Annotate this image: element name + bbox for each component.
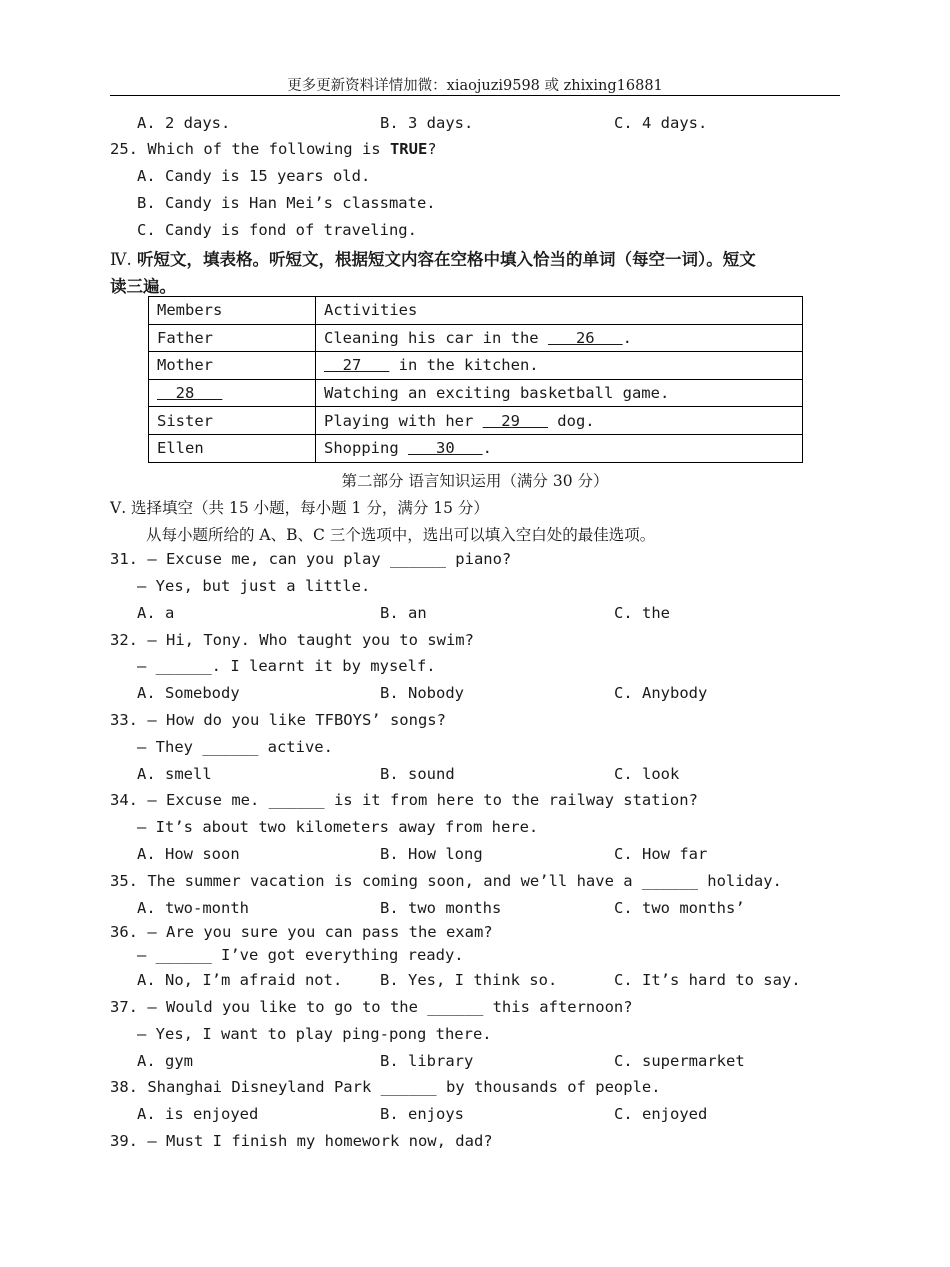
question-reply: — ______. I learnt it by myself. [137,657,436,675]
activity-text: in the kitchen. [389,356,539,375]
option-a: A. Somebody [137,684,240,702]
question-reply: — Yes, I want to play ping-pong there. [137,1025,492,1043]
q25-stem [110,140,437,158]
table-header-members: Members [149,297,316,325]
fill-in-table [148,296,803,463]
activity-cell [316,407,803,435]
q24-option-a: A. 2 days. [137,114,231,132]
q25-option-a: A. Candy is 15 years old. [137,167,371,185]
activity-text: . [622,328,632,347]
answer-blank-28[interactable]: 28 [157,384,223,403]
section5-instruction: 从每小题所给的 A、B、C 三个选项中，选出可以填入空白处的最佳选项。 [146,526,656,544]
question-stem: 33. — How do you like TFBOYS’ songs? [110,711,446,729]
table-row [149,379,803,407]
part2-title: 第二部分 语言知识运用（满分 30 分） [341,472,609,490]
activity-text: Cleaning his car in the [324,328,548,347]
table-row [149,434,803,462]
option-b: B. Nobody [380,684,464,702]
question-stem: 32. — Hi, Tony. Who taught you to swim? [110,631,474,649]
table-header-activities: Activities [316,297,803,325]
option-a: A. gym [137,1052,193,1070]
q25-option-b: B. Candy is Han Mei’s classmate. [137,194,436,212]
answer-blank-27[interactable]: 27 [324,356,390,375]
option-b: B. Yes, I think so. [380,971,558,989]
option-c: C. two months’ [614,899,745,917]
activity-cell [316,324,803,352]
option-b: B. sound [380,765,455,783]
option-a: A. a [137,604,175,622]
section4-prefix: Ⅳ. [110,250,137,269]
table-row [149,407,803,435]
question-stem: 35. The summer vacation is coming soon, and we’ll have a ______ holiday. [110,872,782,890]
option-b: B. library [380,1052,474,1070]
member-cell: Mother [149,352,316,380]
answer-blank-29[interactable]: 29 [482,411,548,430]
option-c: C. Anybody [614,684,708,702]
option-c: C. the [614,604,670,622]
q25-stem-true: TRUE [389,140,428,158]
option-b: B. enjoys [380,1105,464,1123]
question-reply: — Yes, but just a little. [137,577,371,595]
option-a: A. is enjoyed [137,1105,259,1123]
activity-cell [316,352,803,380]
option-c: C. enjoyed [614,1105,708,1123]
question-reply: — ______ I’ve got everything ready. [137,946,464,964]
question-reply: — It’s about two kilometers away from here. [137,818,539,836]
option-b: B. an [380,604,427,622]
option-c: C. How far [614,845,708,863]
activity-cell [316,434,803,462]
question-stem: 36. — Are you sure you can pass the exam? [110,923,493,941]
activity-cell: Watching an exciting basketball game. [316,379,803,407]
option-c: C. look [614,765,680,783]
option-c: C. supermarket [614,1052,745,1070]
q24-option-c: C. 4 days. [614,114,708,132]
question-stem: 31. — Excuse me, can you play ______ piano? [110,550,512,568]
table-row [149,324,803,352]
q24-option-b: B. 3 days. [380,114,474,132]
q25-option-c: C. Candy is fond of traveling. [137,221,417,239]
activity-text: dog. [547,411,595,430]
section5-title: Ⅴ. 选择填空（共 15 小题，每小题 1 分，满分 15 分） [110,499,489,517]
activity-text: Shopping [324,439,408,458]
question-reply: — They ______ active. [137,738,333,756]
option-c: C. It’s hard to say. [614,971,801,989]
member-cell [149,379,316,407]
header-rule [110,95,840,96]
activity-text: . [482,439,492,458]
option-a: A. No, I’m afraid not. [137,971,343,989]
q25-stem-prefix: 25. Which of the following is [110,140,390,158]
option-a: A. How soon [137,845,240,863]
q25-stem-suffix: ? [427,140,437,158]
member-cell: Ellen [149,434,316,462]
answer-blank-26[interactable]: 26 [547,328,623,347]
activity-text: Playing with her [324,411,483,430]
question-stem: 38. Shanghai Disneyland Park ______ by thousands of people. [110,1078,661,1096]
table-row [149,352,803,380]
member-cell: Father [149,324,316,352]
page-header: 更多更新资料详情加微：xiaojuzi9598 或 zhixing16881 [287,78,663,94]
option-a: A. smell [137,765,212,783]
table-header-row [149,297,803,325]
answer-blank-30[interactable]: 30 [408,439,483,458]
section4-heading [110,246,756,270]
option-b: B. How long [380,845,483,863]
question-stem: 34. — Excuse me. ______ is it from here to the railway station? [110,791,698,809]
option-b: B. two months [380,899,502,917]
section4-line1: 听短文，填表格。听短文，根据短文内容在空格中填入恰当的单词（每空一词）。短文 [136,250,756,269]
section4-line2: 读三遍。 [110,277,176,296]
question-stem: 37. — Would you like to go to the ______ this afternoon? [110,998,633,1016]
member-cell: Sister [149,407,316,435]
question-stem: 39. — Must I finish my homework now, dad? [110,1132,493,1150]
option-a: A. two-month [137,899,249,917]
